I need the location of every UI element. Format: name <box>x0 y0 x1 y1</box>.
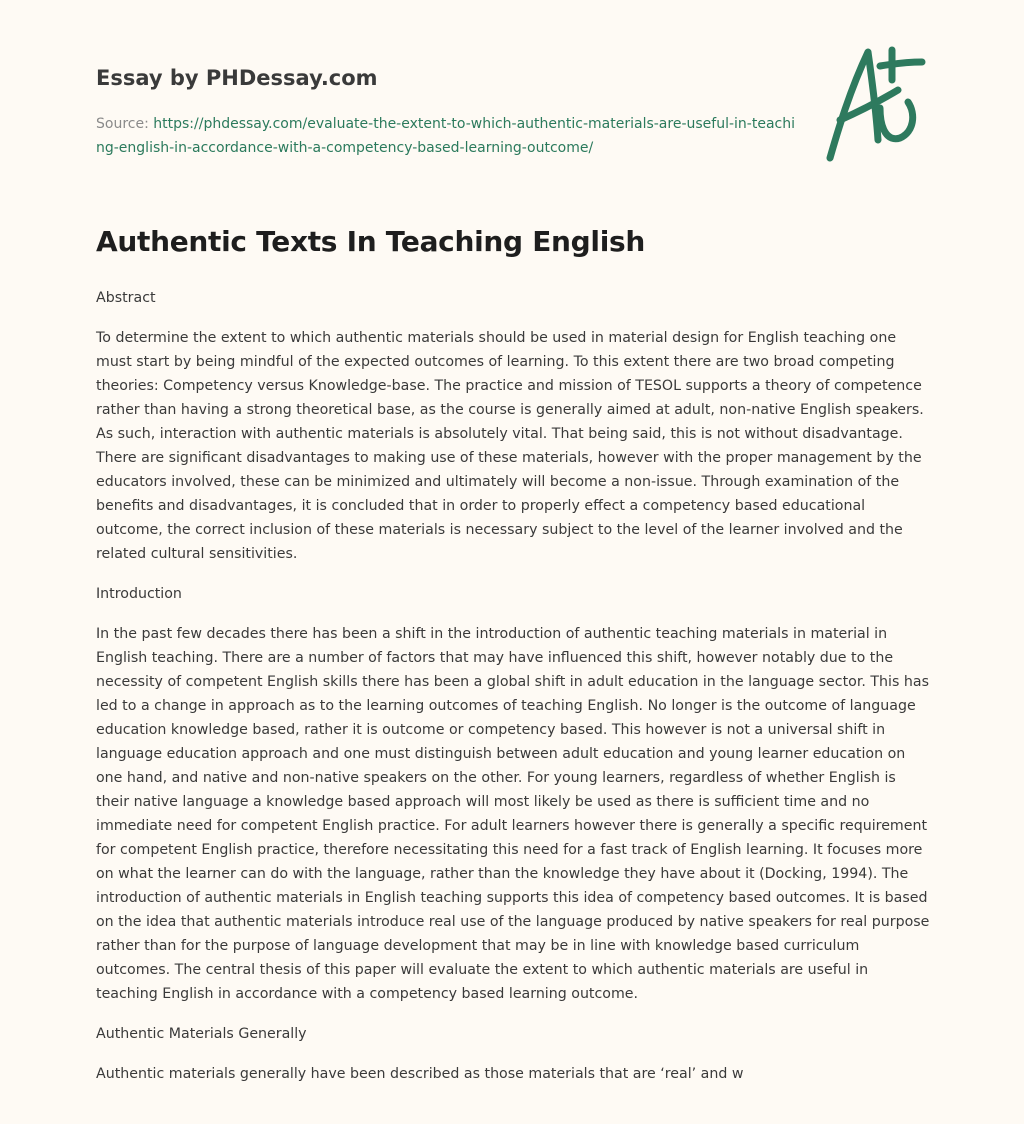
section-heading-abstract: Abstract <box>96 290 156 306</box>
article-title: Authentic Texts In Teaching English <box>96 225 646 258</box>
source-link[interactable]: https://phdessay.com/evaluate-the-extent-to-which-authentic-materials-are-useful-in-teaching-english-in-accordance-with-a-competency-based-learning-outcome/ <box>96 116 795 156</box>
paragraph-introduction: In the past few decades there has been a shift in the introduction of authentic teaching materials in material in English teaching. There are a number of factors that may have influenced this shift, however notably due to the necessity of competent English skills there has been a global shift in adult education in the language sector. This has led to a change in approach as to the learning outcomes of teaching English. No longer is the outcome of language education knowledge based, rather it is outcome or competency based. This however is not a universal shift in language education approach and one must distinguish between adult education and young learner education on one hand, and native and non-native speakers on the other. For young learners, regardless of whether English is their native language a knowledge based approach will most likely be used as there is sufficient time and no immediate need for competent English practice. For adult learners however there is generally a specific requirement for competent English practice, therefore necessitating this need for a fast track of English learning. It focuses more on what the learner can do with the language, rather than the knowledge they have about it (Docking, 1994). The introduction of authentic materials in English teaching supports this idea of competency based outcomes. It is based on the idea that authentic materials introduce real use of the language produced by native speakers for real purpose rather than for the purpose of language development that may be in line with knowledge based curriculum outcomes. The central thesis of this paper will evaluate the extent to which authentic materials are useful in teaching English in accordance with a competency based learning outcome. <box>96 626 930 1002</box>
site-brand: Essay by PHDessay.com <box>96 66 378 90</box>
article-body <box>96 286 932 1102</box>
section-heading-authentic-materials: Authentic Materials Generally <box>96 1026 307 1042</box>
paragraph-abstract: To determine the extent to which authentic materials should be used in material design for English teaching one must start by being mindful of the expected outcomes of learning. To this extent there are two broad competing theories: Competency versus Knowledge-base. The practice and mission of TESOL supports a theory of competence rather than having a strong theoretical base, as the course is generally aimed at adult, non-native English speakers. As such, interaction with authentic materials is absolutely vital. That being said, this is not without disadvantage. There are significant disadvantages to making use of these materials, however with the proper management by the educators involved, these can be minimized and ultimately will become a non-issue. Through examination of the benefits and disadvantages, it is concluded that in order to properly effect a competency based educational outcome, the correct inclusion of these materials is necessary subject to the level of the learner involved and the related cultural sensitivities. <box>96 330 924 562</box>
source-label: Source: <box>96 116 149 132</box>
source-line <box>96 112 796 160</box>
section-heading-introduction: Introduction <box>96 586 182 602</box>
a-plus-logo-icon <box>818 40 930 164</box>
paragraph-authentic-materials: Authentic materials generally have been described as those materials that are ‘real’ and w <box>96 1066 744 1082</box>
